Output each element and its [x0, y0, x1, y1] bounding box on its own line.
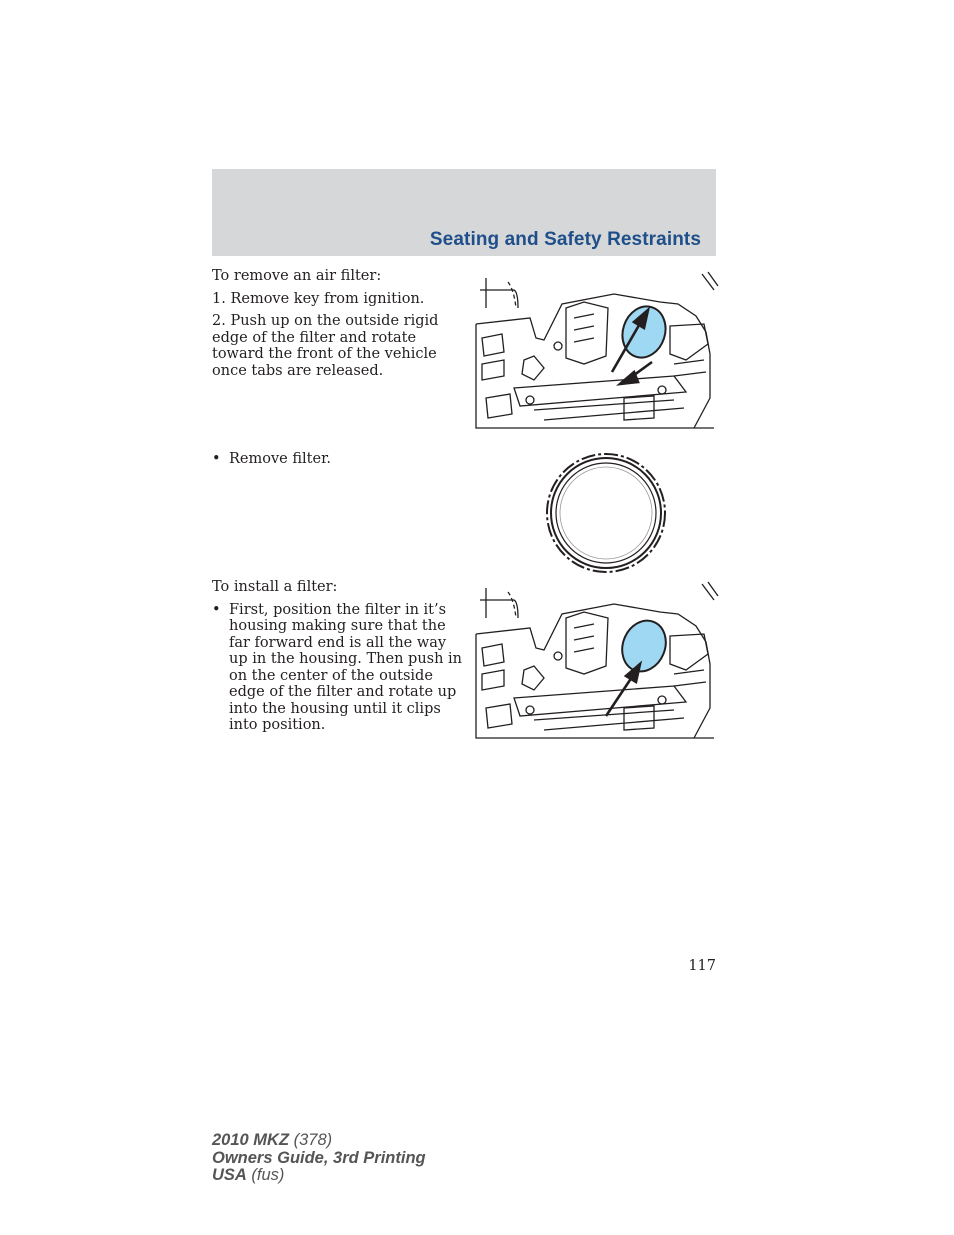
section-title: Seating and Safety Restraints: [429, 229, 701, 250]
install-filter-text: First, position the filter in it’s housing making sure that the far forward end is all the way up in the housing. Then push in on the center of the outside edge of the filter and rotate up into the housing until it clips into position.: [229, 601, 463, 733]
filter-removal-illustration: [474, 268, 722, 438]
remove-filter-text: Remove filter.: [229, 451, 332, 467]
filter-install-illustration: [474, 578, 722, 748]
filter-ring-illustration: [544, 452, 668, 574]
remove-intro: To remove an air filter:: [212, 268, 382, 284]
remove-step-2: 2. Push up on the outside rigid edge of the filter and rotate toward the front of the vehicle once tabs are released.: [212, 313, 439, 379]
footer-region: USA: [212, 1166, 247, 1184]
remove-step-1: 1. Remove key from ignition.: [212, 290, 425, 307]
remove-instructions: [212, 268, 466, 385]
remove-filter-bullet-block: [212, 451, 466, 468]
footer-line-3: [212, 1167, 426, 1185]
footer-region-code: (fus): [246, 1166, 285, 1184]
bullet-dot: •: [212, 451, 221, 467]
footer-line-1: [212, 1132, 426, 1150]
page-number: 117: [688, 958, 716, 974]
install-filter-bullet: [212, 602, 466, 734]
bullet-dot: •: [212, 601, 221, 618]
section-header-band: [212, 169, 716, 256]
document-footer: [212, 1132, 426, 1185]
remove-filter-bullet: [212, 451, 466, 468]
install-intro: To install a filter:: [212, 579, 338, 595]
footer-guide: Owners Guide, 3rd Printing: [212, 1148, 426, 1167]
install-instructions: [212, 579, 466, 734]
footer-model-code: (378): [289, 1131, 333, 1149]
footer-line-2: [212, 1150, 426, 1168]
footer-model: 2010 MKZ: [212, 1131, 290, 1149]
